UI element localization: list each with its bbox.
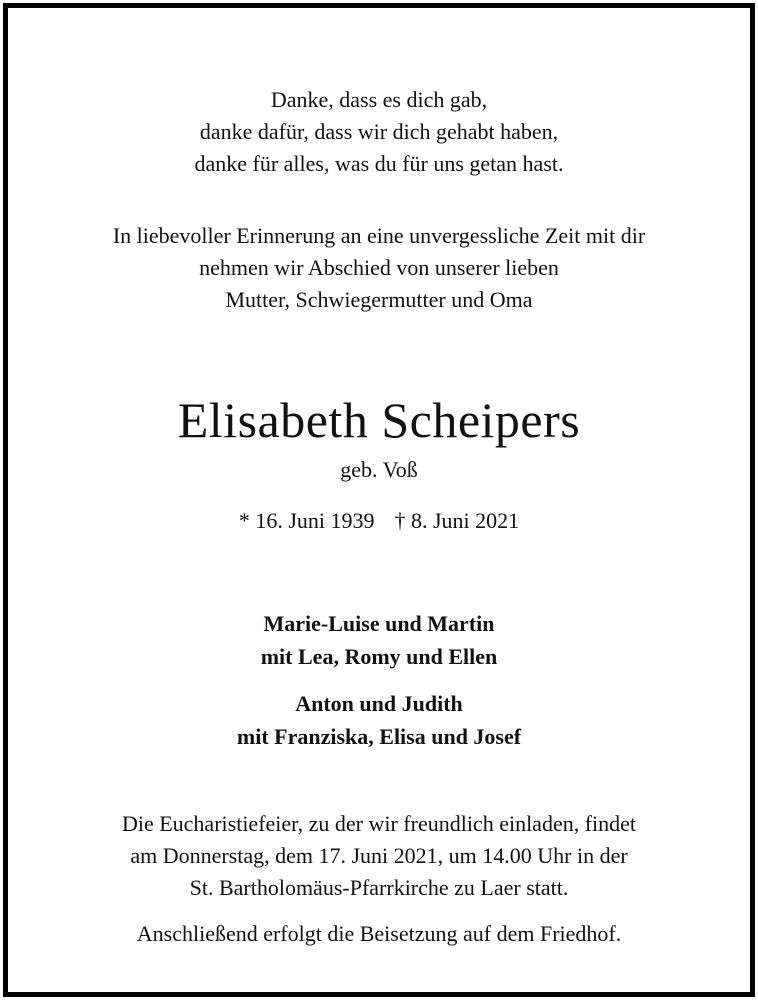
- family-group: [8, 687, 750, 753]
- intro-text: [8, 220, 750, 316]
- family-group: [8, 607, 750, 673]
- family-children: mit Franziska, Elisa und Josef: [236, 724, 522, 749]
- obituary-frame: [3, 3, 755, 997]
- family-names: Marie-Luise und Martin: [263, 611, 495, 636]
- deceased-name: Elisabeth Scheipers: [177, 392, 581, 448]
- intro-line: nehmen wir Abschied von unserer lieben: [199, 255, 559, 280]
- birth-date: * 16. Juni 1939: [238, 508, 375, 533]
- verse-line: Danke, dass es dich gab,: [270, 87, 488, 112]
- service-info: [8, 808, 750, 904]
- maiden-name: geb. Voß: [340, 457, 418, 482]
- burial-info: Anschließend erfolgt die Beisetzung auf dem Friedhof.: [136, 921, 622, 946]
- service-line: St. Bartholomäus-Pfarrkirche zu Laer statt.: [189, 875, 569, 900]
- life-dates: [8, 507, 750, 535]
- death-date: † 8. Juni 2021: [394, 508, 520, 533]
- intro-line: In liebevoller Erinnerung an eine unvergessliche Zeit mit dir: [112, 223, 646, 248]
- family-children: mit Lea, Romy und Ellen: [260, 644, 498, 669]
- verse-line: danke dafür, dass wir dich gehabt haben,: [199, 119, 559, 144]
- verse-line: danke für alles, was du für uns getan hast.: [194, 151, 564, 176]
- intro-line: Mutter, Schwiegermutter und Oma: [225, 287, 533, 312]
- family-names: Anton und Judith: [295, 691, 463, 716]
- opening-verse: [8, 84, 750, 180]
- service-line: am Donnerstag, dem 17. Juni 2021, um 14.00 Uhr in der: [130, 843, 628, 868]
- service-line: Die Eucharistiefeier, zu der wir freundlich einladen, findet: [121, 811, 637, 836]
